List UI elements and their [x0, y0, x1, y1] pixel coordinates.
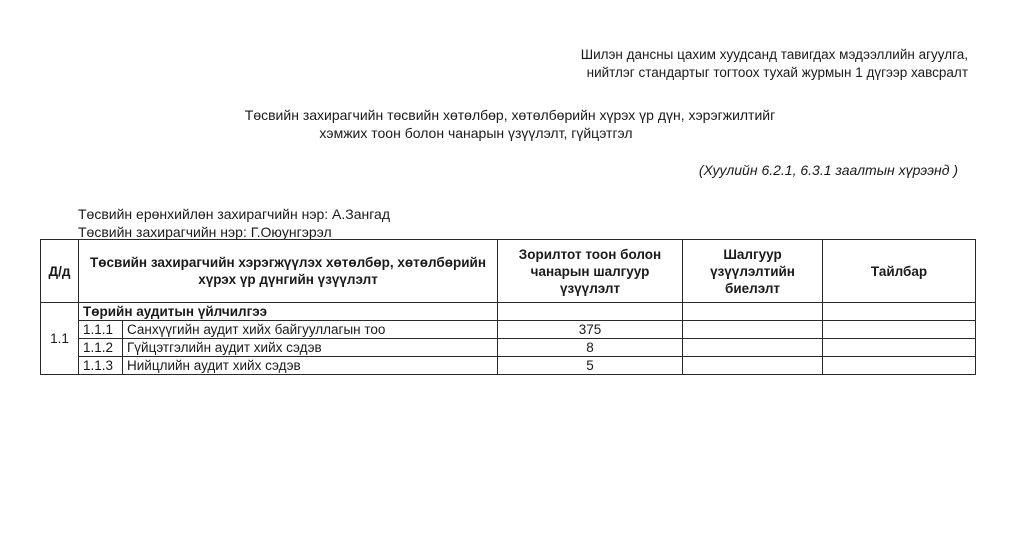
header-note: Тайлбар	[823, 240, 976, 303]
row-target: 8	[498, 339, 683, 357]
table-row	[41, 357, 976, 375]
appendix-reference	[448, 46, 968, 82]
header-indicator: Төсвийн захирагчийн хэрэгжүүлэх хөтөлбөр, хөтөлбөрийн хүрэх үр дүнгийн үзүүлэлт	[79, 240, 498, 303]
header-no: Д/д	[41, 240, 79, 303]
document-title-line-1: Төсвийн захирагчийн төсвийн хөтөлбөр, хөтөлбөрийн хүрэх үр дүн, хэрэгжилтийг	[244, 107, 776, 123]
section-number: 1.1	[41, 303, 79, 375]
section-performance	[683, 303, 823, 321]
header-performance: Шалгуур үзүүлэлтийн биелэлт	[683, 240, 823, 303]
section-row	[41, 303, 976, 321]
general-manager-name: Төсвийн ерөнхийлөн захирагчийн нэр: А.Зангад	[78, 206, 390, 222]
section-target	[498, 303, 683, 321]
appendix-line-2: нийтлэг стандартыг тогтоох тухай журмын 1 дүгээр хавсралт	[586, 65, 968, 80]
header-target: Зорилтот тоон болон чанарын шалгуур үзүүлэлт	[498, 240, 683, 303]
row-code: 1.1.1	[79, 321, 123, 339]
table-row	[41, 339, 976, 357]
table-row	[41, 321, 976, 339]
row-indicator: Нийцлийн аудит хийх сэдэв	[123, 357, 498, 375]
row-performance	[683, 321, 823, 339]
document-title-line-2: хэмжих тоон болон чанарын үзүүлэлт, гүйцэтгэл	[319, 125, 633, 141]
row-performance	[683, 339, 823, 357]
row-indicator: Гүйцэтгэлийн аудит хийх сэдэв	[123, 339, 498, 357]
table-header-row	[41, 240, 976, 303]
row-target: 375	[498, 321, 683, 339]
row-code: 1.1.3	[79, 357, 123, 375]
section-title: Төрийн аудитын үйлчилгээ	[79, 303, 498, 321]
row-code: 1.1.2	[79, 339, 123, 357]
indicator-table	[40, 239, 976, 375]
document-title	[100, 106, 920, 142]
section-note	[823, 303, 976, 321]
row-note	[823, 357, 976, 375]
row-indicator: Санхүүгийн аудит хийх байгууллагын тоо	[123, 321, 498, 339]
law-reference: (Хуулийн 6.2.1, 6.3.1 заалтын хүрээнд )	[698, 162, 958, 178]
row-target: 5	[498, 357, 683, 375]
row-performance	[683, 357, 823, 375]
row-note	[823, 321, 976, 339]
row-note	[823, 339, 976, 357]
appendix-line-1: Шилэн дансны цахим хуудсанд тавигдах мэдээллийн агуулга,	[580, 47, 968, 62]
budget-manager-name: Төсвийн захирагчийн нэр: Г.Оюунгэрэл	[78, 224, 332, 240]
